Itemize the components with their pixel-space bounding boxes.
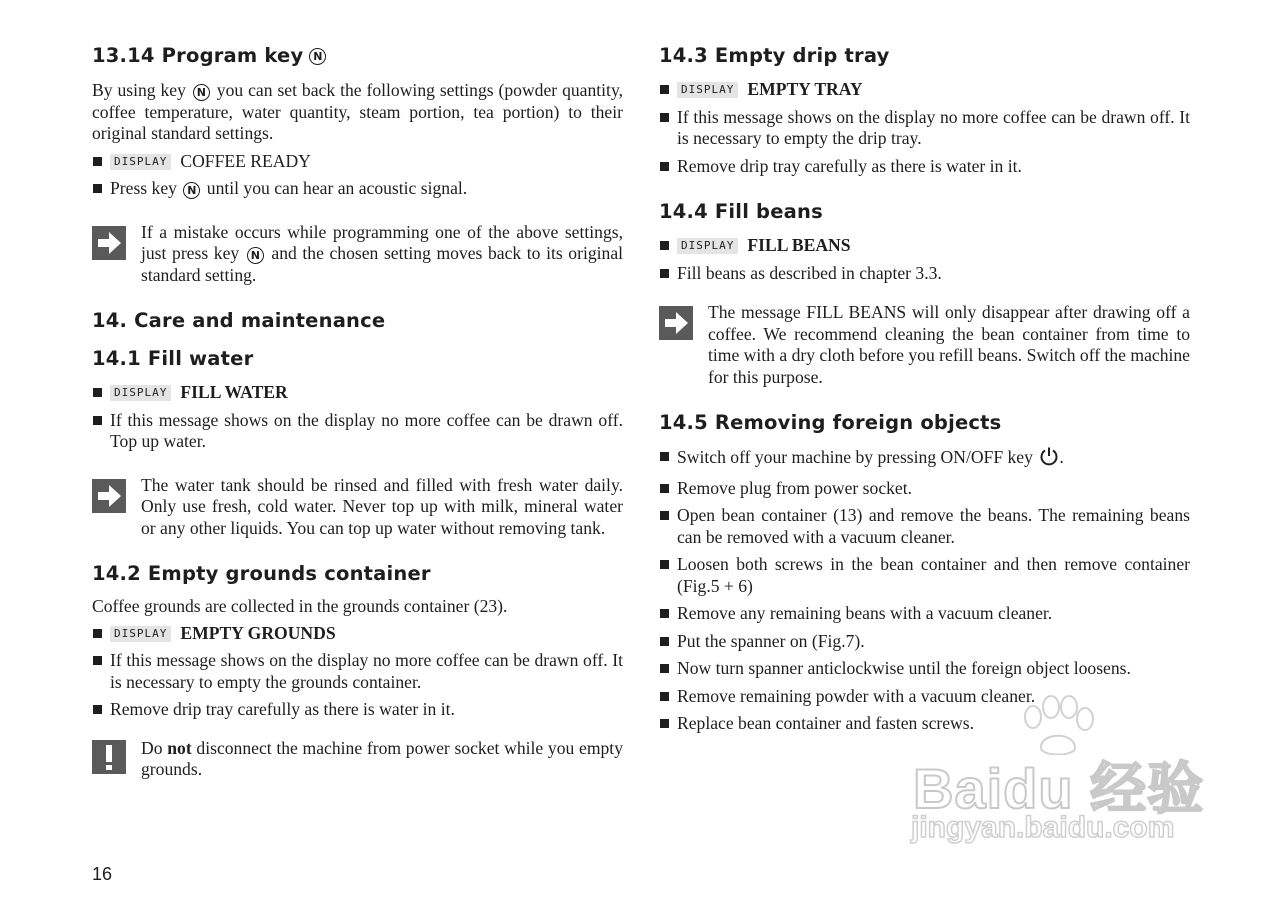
list-item: DISPLAY EMPTY TRAY: [659, 79, 1190, 101]
bullet-square-icon: [660, 560, 669, 569]
heading-care-maintenance: 14. Care and maintenance: [92, 309, 386, 332]
heading-fill-water: 14.1 Fill water: [92, 347, 254, 370]
list-item: Fill beans as described in chapter 3.3.: [659, 263, 1190, 285]
bullet-square-icon: [660, 664, 669, 673]
bullet-square-icon: [93, 388, 102, 397]
watermark-url: jingyan.baidu.com: [911, 811, 1175, 844]
list-item: Remove remaining powder with a vacuum cleaner.: [659, 686, 1190, 708]
heading-empty-drip-tray: 14.3 Empty drip tray: [659, 44, 890, 67]
list-item: If this message shows on the display no more coffee can be drawn off. It is necessary to empty the grounds container.: [92, 650, 623, 693]
list-item: Remove drip tray carefully as there is water in it.: [659, 156, 1190, 178]
display-label: DISPLAY: [110, 385, 171, 401]
list-item: Switch off your machine by pressing ON/OFF key .: [659, 446, 1190, 472]
list-item: Open bean container (13) and remove the beans. The remaining beans can be removed with a vacuum cleaner.: [659, 505, 1190, 548]
program-key-intro: By using key N you can set back the following settings (powder quantity, coffee temperature, water quantity, steam portion, tea portion) to their original standard settings.: [92, 80, 623, 143]
note-block: The message FILL BEANS will only disappear after drawing off a coffee. We recommend cleaning the bean container from time to time with a dry cloth before you refill beans. Switch off the machine for this purpose.: [659, 302, 1190, 388]
bullet-square-icon: [660, 692, 669, 701]
left-column: [92, 42, 623, 781]
n-key-icon: N: [247, 247, 264, 264]
bullet-square-icon: [660, 609, 669, 618]
heading-fill-beans: 14.4 Fill beans: [659, 200, 823, 223]
list-item: DISPLAY FILL BEANS: [659, 235, 1190, 257]
bullet-square-icon: [660, 269, 669, 278]
list-item: If this message shows on the display no more coffee can be drawn off. Top up water.: [92, 410, 623, 453]
display-label: DISPLAY: [677, 82, 738, 98]
list-item: Put the spanner on (Fig.7).: [659, 631, 1190, 653]
grounds-intro: Coffee grounds are collected in the grounds container (23).: [92, 596, 508, 616]
bullet-square-icon: [660, 85, 669, 94]
heading-program-key: 13.14 Program key N: [92, 42, 623, 70]
heading-removing-foreign-objects: 14.5 Removing foreign objects: [659, 411, 1002, 434]
list-item: DISPLAY FILL WATER: [92, 382, 623, 404]
bullet-square-icon: [660, 484, 669, 493]
display-label: DISPLAY: [110, 626, 171, 642]
list-item: DISPLAY EMPTY GROUNDS: [92, 623, 623, 645]
page-number: 16: [92, 864, 113, 884]
display-label: DISPLAY: [677, 238, 738, 254]
note-block: If a mistake occurs while programming one of the above settings, just press key N and the chosen setting moves back to its original standard setting.: [92, 222, 623, 287]
list-item: Press key N until you can hear an acoustic signal.: [92, 178, 623, 200]
display-label: DISPLAY: [110, 154, 171, 170]
bullet-square-icon: [93, 184, 102, 193]
arrow-right-icon: [92, 479, 126, 513]
bullet-square-icon: [660, 637, 669, 646]
note-block: The water tank should be rinsed and filled with fresh water daily. Only use fresh, cold water. Never top up with milk, mineral water or any other liquids. You can top up water without removing tank.: [92, 475, 623, 540]
list-item: Loosen both screws in the bean container and then remove container (Fig.5 + 6): [659, 554, 1190, 597]
arrow-right-icon: [659, 306, 693, 340]
exclamation-icon: [92, 740, 126, 774]
list-item: Remove any remaining beans with a vacuum cleaner.: [659, 603, 1190, 625]
n-key-icon: N: [309, 48, 326, 65]
list-item: Remove drip tray carefully as there is water in it.: [92, 699, 623, 721]
bullet-square-icon: [660, 241, 669, 250]
list-item: Now turn spanner anticlockwise until the foreign object loosens.: [659, 658, 1190, 680]
bullet-square-icon: [660, 162, 669, 171]
right-column: [659, 42, 1190, 735]
watermark-brand: Baidu 经验: [913, 757, 1205, 820]
list-item: Replace bean container and fasten screws.: [659, 713, 1190, 735]
list-item: DISPLAY COFFEE READY: [92, 151, 623, 173]
list-item: If this message shows on the display no more coffee can be drawn off. It is necessary to empty the drip tray.: [659, 107, 1190, 150]
baidu-watermark: [905, 695, 1210, 855]
power-icon: [1039, 446, 1059, 472]
bullet-square-icon: [660, 113, 669, 122]
n-key-icon: N: [193, 84, 210, 101]
n-key-icon: N: [183, 182, 200, 199]
bullet-square-icon: [93, 157, 102, 166]
bullet-square-icon: [660, 452, 669, 461]
bullet-square-icon: [93, 416, 102, 425]
bullet-square-icon: [660, 719, 669, 728]
bullet-square-icon: [93, 705, 102, 714]
bullet-square-icon: [93, 629, 102, 638]
list-item: Remove plug from power socket.: [659, 478, 1190, 500]
bullet-square-icon: [660, 511, 669, 520]
heading-empty-grounds: 14.2 Empty grounds container: [92, 562, 431, 585]
warning-block: Do not disconnect the machine from power socket while you empty grounds.: [92, 738, 623, 781]
bullet-square-icon: [93, 656, 102, 665]
arrow-right-icon: [92, 226, 126, 260]
